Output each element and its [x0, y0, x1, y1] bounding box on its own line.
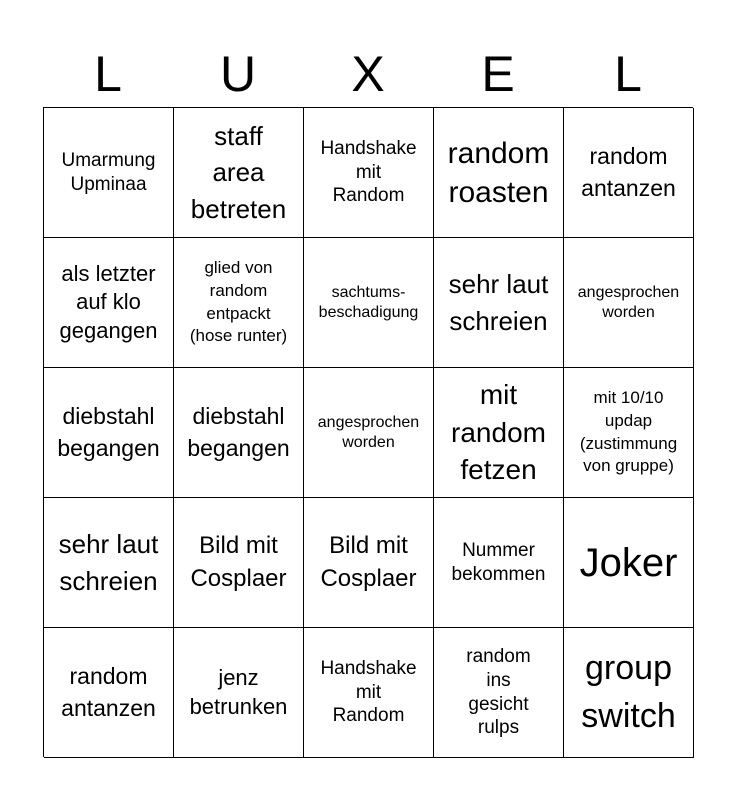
- bingo-cell[interactable]: [304, 628, 434, 758]
- bingo-cell-text: staff area betreten: [190, 120, 287, 224]
- bingo-cell[interactable]: [44, 368, 174, 498]
- title-letter: U: [219, 46, 257, 102]
- bingo-cell-text: Umarmung Upminaa: [61, 149, 156, 195]
- bingo-cell[interactable]: [564, 108, 694, 238]
- bingo-cell-text: angesprochen worden: [577, 284, 680, 321]
- bingo-cell[interactable]: [44, 108, 174, 238]
- bingo-cell[interactable]: [174, 238, 304, 368]
- bingo-cell-text: sehr laut schreien: [58, 529, 159, 596]
- title-letter: L: [94, 46, 122, 102]
- bingo-cell[interactable]: [564, 368, 694, 498]
- bingo-cell[interactable]: [304, 498, 434, 628]
- bingo-cell[interactable]: [44, 498, 174, 628]
- bingo-grid: [43, 107, 693, 757]
- bingo-cell-text: mit 10/10 updap (zustimmung von gruppe): [579, 387, 678, 476]
- bingo-cell[interactable]: [174, 368, 304, 498]
- bingo-cell-text: mit random fetzen: [451, 378, 546, 486]
- bingo-cell[interactable]: [304, 238, 434, 368]
- bingo-cell[interactable]: [564, 498, 694, 628]
- bingo-cell-text: random ins gesicht rulps: [466, 646, 531, 739]
- bingo-cell[interactable]: [434, 628, 564, 758]
- bingo-title: [43, 40, 693, 108]
- bingo-cell-text: Handshake mit Random: [320, 137, 417, 207]
- bingo-cell-text: random antanzen: [61, 663, 156, 721]
- title-letter: E: [481, 46, 515, 102]
- bingo-cell-text: sachtums- beschadigung: [318, 284, 419, 321]
- bingo-cell[interactable]: [174, 498, 304, 628]
- bingo-cell-text: glied von random entpackt (hose runter): [189, 257, 288, 346]
- bingo-cell[interactable]: [434, 108, 564, 238]
- bingo-cell[interactable]: [564, 238, 694, 368]
- bingo-cell-text: diebstahl begangen: [187, 403, 290, 461]
- bingo-cell[interactable]: [564, 628, 694, 758]
- bingo-cell-text: Joker: [579, 540, 678, 585]
- bingo-cell-text: Nummer bekommen: [451, 539, 546, 585]
- bingo-cell-text: sehr laut schreien: [448, 269, 549, 336]
- bingo-cell-text: Bild mit Cosplaer: [190, 532, 287, 592]
- bingo-cell[interactable]: [304, 368, 434, 498]
- bingo-cell-text: group switch: [581, 648, 676, 735]
- bingo-cell-text: als letzter auf klo gegangen: [59, 260, 158, 343]
- bingo-cell-text: jenz betrunken: [189, 664, 288, 719]
- bingo-cell-text: Bild mit Cosplaer: [320, 532, 417, 592]
- bingo-cell[interactable]: [434, 238, 564, 368]
- bingo-cell-text: Handshake mit Random: [320, 657, 417, 727]
- bingo-cell[interactable]: [174, 628, 304, 758]
- bingo-cell-text: diebstahl begangen: [57, 403, 160, 461]
- bingo-cell[interactable]: [44, 238, 174, 368]
- bingo-cell[interactable]: [304, 108, 434, 238]
- bingo-cell-text: random roasten: [447, 136, 550, 209]
- bingo-cell-text: random antanzen: [581, 143, 676, 201]
- bingo-cell-text: angesprochen worden: [317, 414, 420, 451]
- bingo-cell[interactable]: [174, 108, 304, 238]
- title-letter: X: [351, 46, 385, 102]
- bingo-cell[interactable]: [44, 628, 174, 758]
- title-letter: L: [614, 46, 642, 102]
- bingo-cell[interactable]: [434, 498, 564, 628]
- bingo-cell[interactable]: [434, 368, 564, 498]
